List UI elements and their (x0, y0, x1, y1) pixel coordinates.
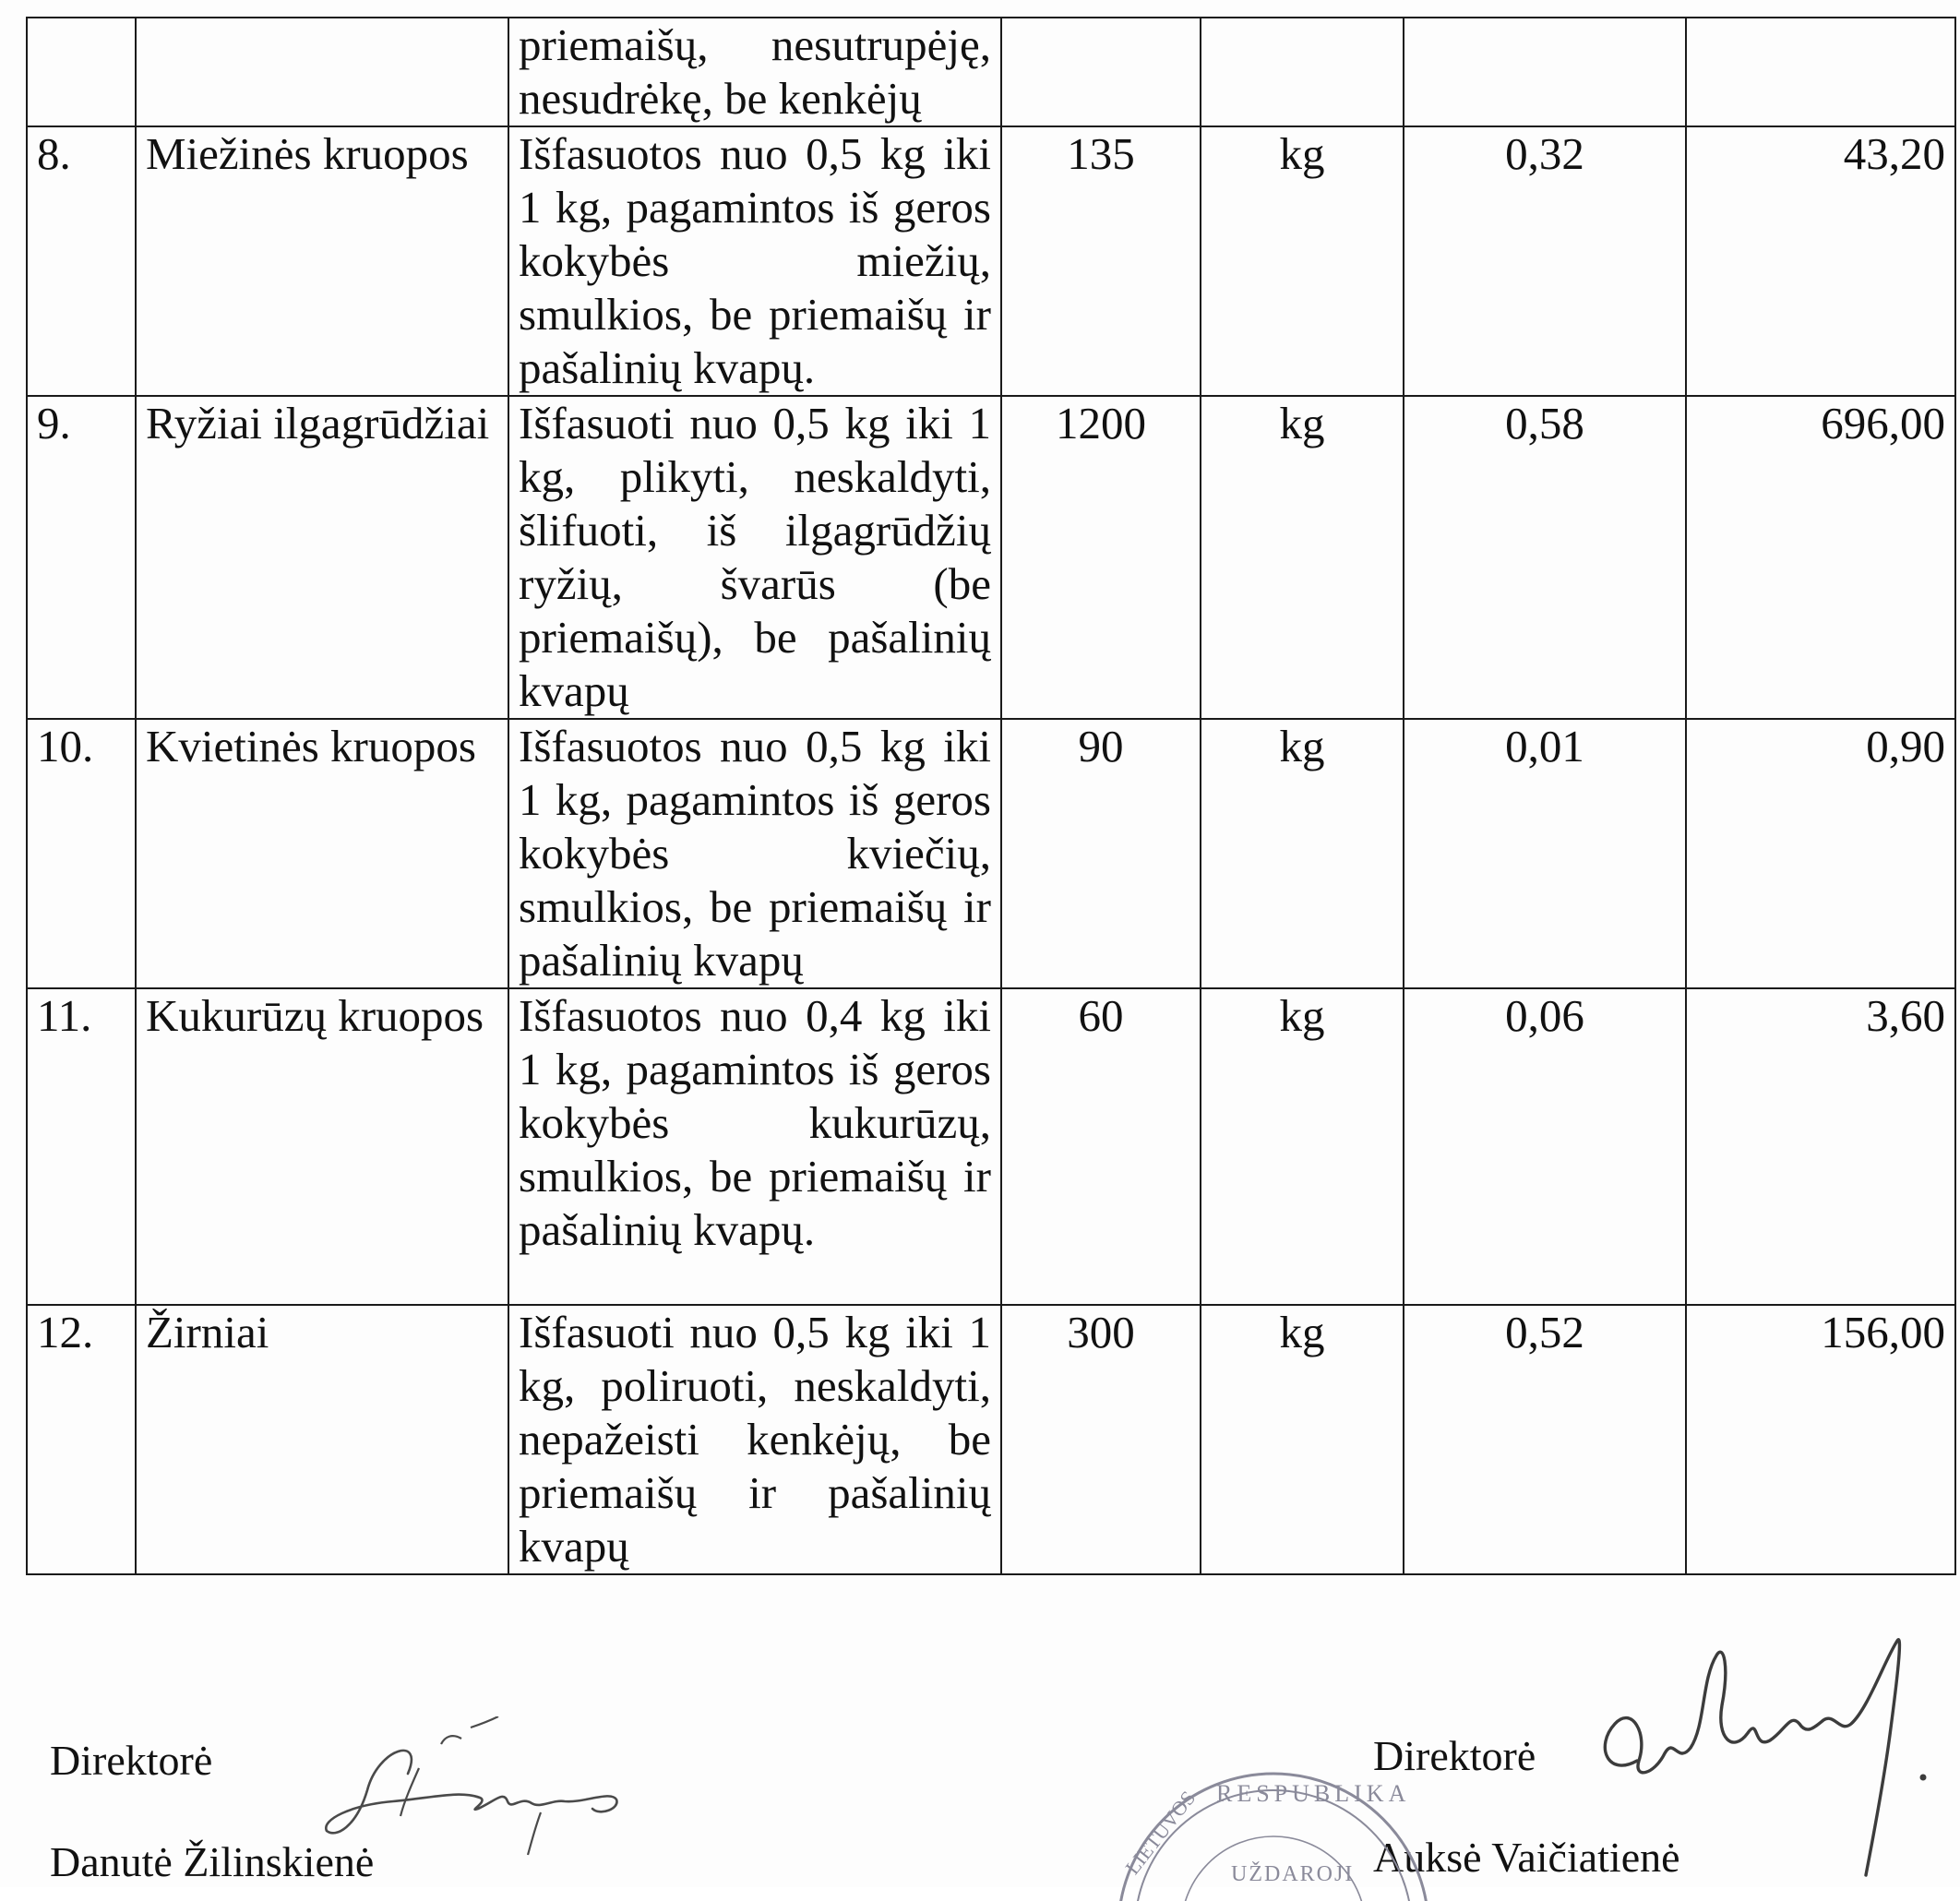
svg-text:RESPUBLIKA: RESPUBLIKA (1216, 1780, 1411, 1807)
product-name: Kukurūzų kruopos (136, 988, 508, 1305)
product-name: Miežinės kruopos (136, 126, 508, 396)
quantity: 135 (1001, 126, 1201, 396)
quantity: 300 (1001, 1305, 1201, 1574)
signer-name: Danutė Žilinskienė (50, 1838, 375, 1885)
unit-price: 0,52 (1404, 1305, 1686, 1574)
unit: kg (1201, 988, 1404, 1305)
table-row (27, 396, 1955, 719)
table-row (27, 126, 1955, 396)
unit (1201, 18, 1404, 126)
product-description: Išfasuotos nuo 0,4 kg iki 1 kg, pagamintos iš geros kokybės kukurūzų, smulkios, be priemaišų ir pašalinių kvapų. (508, 988, 1001, 1305)
unit: kg (1201, 719, 1404, 988)
official-stamp (1107, 1763, 1440, 1901)
row-number: 8. (27, 126, 136, 396)
svg-text:LIETUVOS: LIETUVOS (1120, 1786, 1201, 1879)
signer-name: Auksė Vaičiatienė (1373, 1834, 1680, 1881)
table-row (27, 18, 1955, 126)
unit: kg (1201, 126, 1404, 396)
row-number: 9. (27, 396, 136, 719)
row-number: 11. (27, 988, 136, 1305)
handwritten-signature-left (323, 1716, 637, 1873)
total-price: 156,00 (1686, 1305, 1955, 1574)
product-name: Kvietinės kruopos (136, 719, 508, 988)
quantity: 60 (1001, 988, 1201, 1305)
unit-price: 0,58 (1404, 396, 1686, 719)
signer-role: Direktorė (50, 1737, 213, 1784)
product-description: Išfasuotos nuo 0,5 kg iki 1 kg, pagamintos iš geros kokybės miežių, smulkios, be priemaišų ir pašalinių kvapų. (508, 126, 1001, 396)
product-description: priemaišų, nesutrupėję, nesudrėkę, be kenkėjų (508, 18, 1001, 126)
row-number: 12. (27, 1305, 136, 1574)
unit: kg (1201, 396, 1404, 719)
quantity: 1200 (1001, 396, 1201, 719)
quantity (1001, 18, 1201, 126)
product-description: Išfasuoti nuo 0,5 kg iki 1 kg, poliruoti, neskaldyti, nepažeisti kenkėjų, be priemaišų ir pašalinių kvapų (508, 1305, 1001, 1574)
total-price: 0,90 (1686, 719, 1955, 988)
procurement-table (26, 17, 1956, 1575)
unit: kg (1201, 1305, 1404, 1574)
unit-price: 0,32 (1404, 126, 1686, 396)
handwritten-signature-right (1589, 1624, 1940, 1887)
product-description: Išfasuoti nuo 0,5 kg iki 1 kg, plikyti, neskaldyti, šlifuoti, iš ilgagrūdžių ryžių, švarūs (be priemaišų), be pašalinių kvapų (508, 396, 1001, 719)
unit-price (1404, 18, 1686, 126)
unit-price: 0,06 (1404, 988, 1686, 1305)
unit-price: 0,01 (1404, 719, 1686, 988)
total-price: 696,00 (1686, 396, 1955, 719)
table-row (27, 1305, 1955, 1574)
product-name (136, 18, 508, 126)
table-row (27, 988, 1955, 1305)
total-price: 3,60 (1686, 988, 1955, 1305)
product-name: Ryžiai ilgagrūdžiai (136, 396, 508, 719)
product-description: Išfasuotos nuo 0,5 kg iki 1 kg, pagamintos iš geros kokybės kviečių, smulkios, be priemaišų ir pašalinių kvapų (508, 719, 1001, 988)
signer-role: Direktorė (1373, 1732, 1536, 1779)
total-price: 43,20 (1686, 126, 1955, 396)
row-number: 10. (27, 719, 136, 988)
row-number (27, 18, 136, 126)
table-row (27, 719, 1955, 988)
signature-area (0, 1569, 1960, 1887)
svg-text:UŽDAROJI: UŽDAROJI (1231, 1862, 1355, 1886)
quantity: 90 (1001, 719, 1201, 988)
total-price (1686, 18, 1955, 126)
product-name: Žirniai (136, 1305, 508, 1574)
